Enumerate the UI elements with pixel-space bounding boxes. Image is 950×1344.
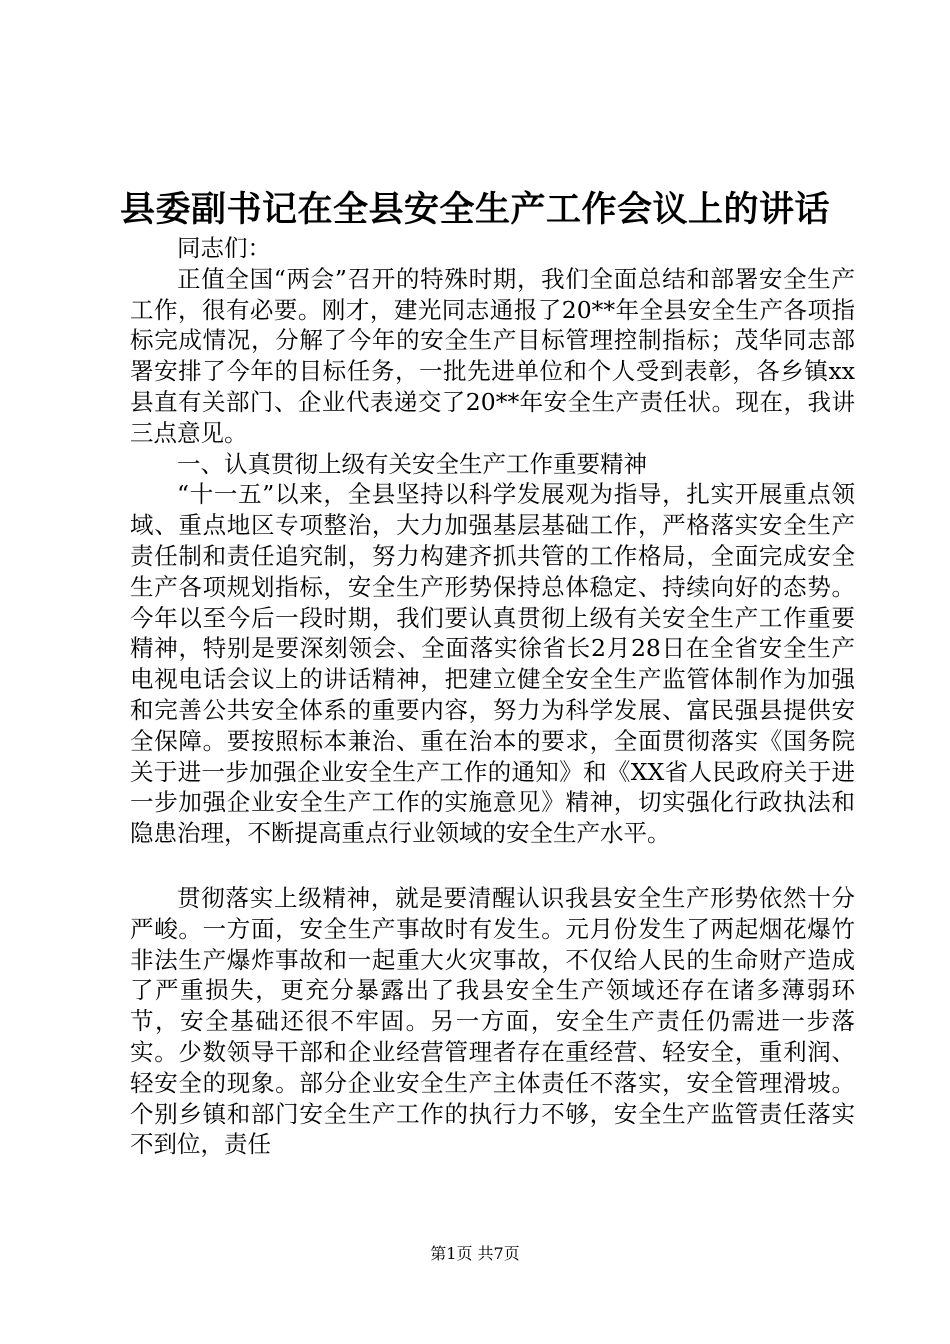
salutation: 同志们： (177, 234, 271, 262)
page-footer: 第1页 共7页 (430, 1244, 520, 1263)
paragraph-situation: 贯彻落实上级精神，就是要清醒认识我县安全生产形势依然十分严峻。一方面，安全生产事故时有发生。元月份发生了两起烟花爆竹非法生产爆炸事故和一起重大火灾事故，不仅给人民的生命财产造成了严重损失，更充分暴露出了我县安全生产领域还存在诸多薄弱环节，安全基础还很不牢固。另一方面，安全生产责任仍需进一步落实。少数领导干部和企业经营管理者存在重经营、轻安全，重利润、轻安全的现象。部分企业安全生产主体责任不落实，安全管理滑坡。个别乡镇和部门安全生产工作的执行力不够，安全生产监管责任落实不到位，责任 (130, 883, 855, 1159)
document-body (130, 233, 855, 1160)
document-title: 县委副书记在全县安全生产工作会议上的讲话 (119, 189, 830, 230)
paragraph-section-one: “十一五”以来，全县坚持以科学发展观为指导，扎实开展重点领域、重点地区专项整治，大力加强基层基础工作，严格落实安全生产责任制和责任追究制，努力构建齐抓共管的工作格局，全面完成安全生产各项规划指标，安全生产形势保持总体稳定、持续向好的态势。今年以至今后一段时期，我们要认真贯彻上级有关安全生产工作重要精神，特别是要深刻领会、全面落实徐省长2月28日在全省安全生产电视电话会议上的讲话精神，把建立健全安全生产监管体制作为加强和完善公共安全体系的重要内容，努力为科学发展、富民强县提供安全保障。要按照标本兼治、重在治本的要求，全面贯彻落实《国务院关于进一步加强企业安全生产工作的通知》和《XX省人民政府关于进一步加强企业安全生产工作的实施意见》精神，切实强化行政执法和隐患治理，不断提高重点行业领域的安全生产水平。 (130, 480, 855, 848)
paragraph-opening: 正值全国“两会”召开的特殊时期，我们全面总结和部署安全生产工作，很有必要。刚才，建光同志通报了20**年全县安全生产各项指标完成情况，分解了今年的安全生产目标管理控制指标；茂华同志部署安排了今年的目标任务，一批先进单位和个人受到表彰，各乡镇xx县直有关部门、企业代表递交了20**年安全生产责任状。现在，我讲三点意见。 (130, 264, 855, 447)
section-heading-one: 一、认真贯彻上级有关安全生产工作重要精神 (177, 449, 647, 478)
